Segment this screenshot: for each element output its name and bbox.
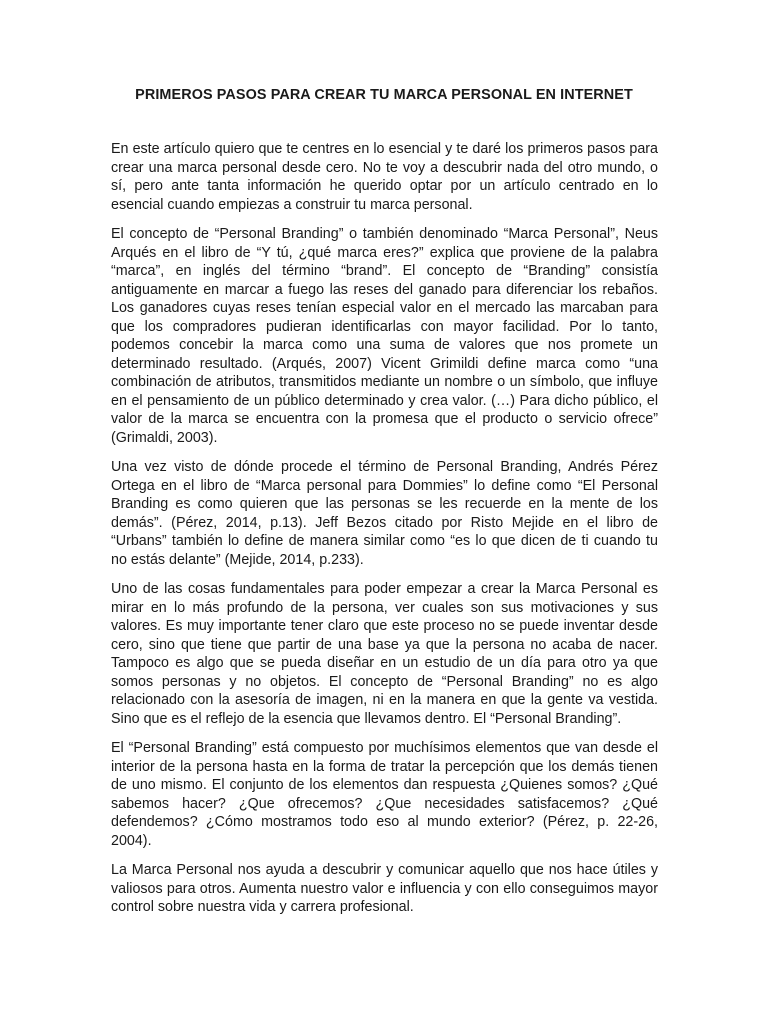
- paragraph-fundamentals: Uno de las cosas fundamentales para poder empezar a crear la Marca Personal es mirar en lo más profundo de la persona, ver cuales son sus motivaciones y sus valores. Es muy importante tener claro que este proceso no se puede inventar desde cero, sino que tiene que partir de una base ya que la persona no acaba de nacer. Tampoco es algo que se pueda diseñar en un estudio de un día para otro ya que somos personas y no objetos. El concepto de “Personal Branding” no es algo relacionado con la asesoría de imagen, ni en la manera en que la gente va vestida. Sino que es el reflejo de la esencia que llevamos dentro. El “Personal Branding”.: [111, 581, 658, 727]
- paragraph-definition: Una vez visto de dónde procede el término de Personal Branding, Andrés Pérez Ortega en el libro de “Marca personal para Dommies” lo define como “El Personal Branding es como quieren que las personas se les recuerde en la mente de los demás”. (Pérez, 2014, p.13). Jeff Bezos citado por Risto Mejide en el libro de “Urbans” también lo define de manera similar como “es lo que dicen de ti cuando tu no estás delante” (Mejide, 2014, p.233).: [111, 459, 658, 568]
- document-title: PRIMEROS PASOS PARA CREAR TU MARCA PERSONAL EN INTERNET: [135, 87, 633, 103]
- document-body: [111, 140, 658, 928]
- paragraph-personal-branding-concept: El concepto de “Personal Branding” o también denominado “Marca Personal”, Neus Arqués en el libro de “Y tú, ¿qué marca eres?” explica que proviene de la palabra “marca”, en inglés del término “brand”. El concepto de “Branding” consistía antiguamente en marcar a fuego las reses del ganado para diferenciar los rebaños. Los ganadores cuyas reses tenían especial valor en el mercado las marcaban para que los compradores pudieran identificarlas con mayor facilidad. Por lo tanto, podemos concebir la marca como una suma de valores que nos promete un determinado resultado. (Arqués, 2007) Vicent Grimildi define marca como “una combinación de atributos, transmitidos mediante un nombre o un símbolo, que influye en el pensamiento de un público determinado y crea valor. (…) Para dicho público, el valor de la marca se encuentra con la promesa que el producto o servicio ofrece” (Grimaldi, 2003).: [111, 226, 658, 446]
- paragraph-elements: El “Personal Branding” está compuesto por muchísimos elementos que van desde el interior de la persona hasta en la forma de tratar la percepción que los demás tienen de uno mismo. El conjunto de los elementos dan respuesta ¿Quienes somos? ¿Qué sabemos hacer? ¿Que ofrecemos? ¿Que necesidades satisfacemos? ¿Qué defendemos? ¿Cómo mostramos todo eso al mundo exterior? (Pérez, p. 22-26, 2004).: [111, 740, 658, 849]
- paragraph-intro: En este artículo quiero que te centres en lo esencial y te daré los primeros pasos para crear una marca personal desde cero. No te voy a descubrir nada del otro mundo, o sí, pero ante tanta información he querido optar por un artículo centrado en lo esencial cuando empiezas a construir tu marca personal.: [111, 141, 658, 213]
- paragraph-conclusion: La Marca Personal nos ayuda a descubrir y comunicar aquello que nos hace útiles y valiosos para otros. Aumenta nuestro valor e influencia y con ello conseguimos mayor control sobre nuestra vida y carrera profesional.: [111, 862, 658, 915]
